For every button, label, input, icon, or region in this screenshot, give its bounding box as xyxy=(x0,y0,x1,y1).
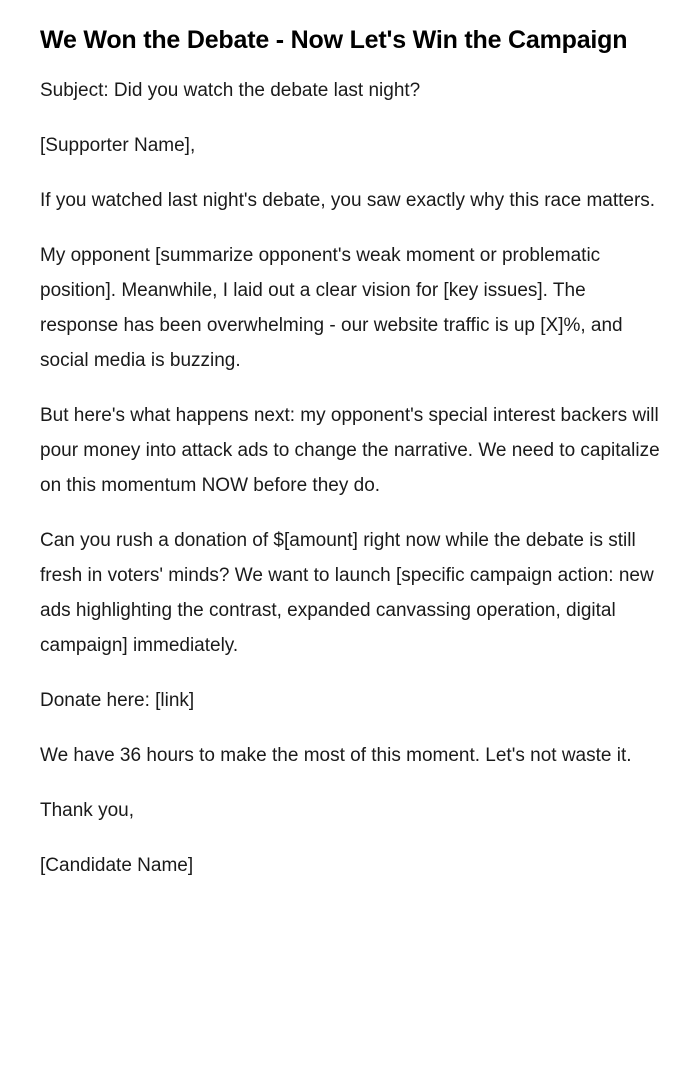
body-paragraph-intro: If you watched last night's debate, you saw exactly why this race matters. xyxy=(40,190,656,211)
body-paragraph-opponent: My opponent [summarize opponent's weak moment or problematic position]. Meanwhile, I laid out a clear vision for [key issues]. The response has been overwhelming - our website traffic is up [X]%, and social media is buzzing. xyxy=(40,245,623,371)
body-paragraph-next-steps: But here's what happens next: my opponent's special interest backers will pour money into attack ads to change the narrative. We need to capitalize on this momentum NOW before they do. xyxy=(40,405,660,496)
body-paragraph-deadline: We have 36 hours to make the most of this moment. Let's not waste it. xyxy=(40,745,632,766)
closing: Thank you, xyxy=(40,800,134,821)
body-paragraph-donation-ask: Can you rush a donation of $[amount] right now while the debate is still fresh in voters' minds? We want to launch [specific campaign action: new ads highlighting the contrast, expanded canvassing operation, digital campaign] immediately. xyxy=(40,530,654,656)
signature: [Candidate Name] xyxy=(40,855,194,876)
subject-line: Subject: Did you watch the debate last night? xyxy=(40,80,421,101)
donate-link-line: Donate here: [link] xyxy=(40,690,195,711)
salutation: [Supporter Name], xyxy=(40,135,196,156)
document-title: We Won the Debate - Now Let's Win the Campaign xyxy=(40,26,628,54)
